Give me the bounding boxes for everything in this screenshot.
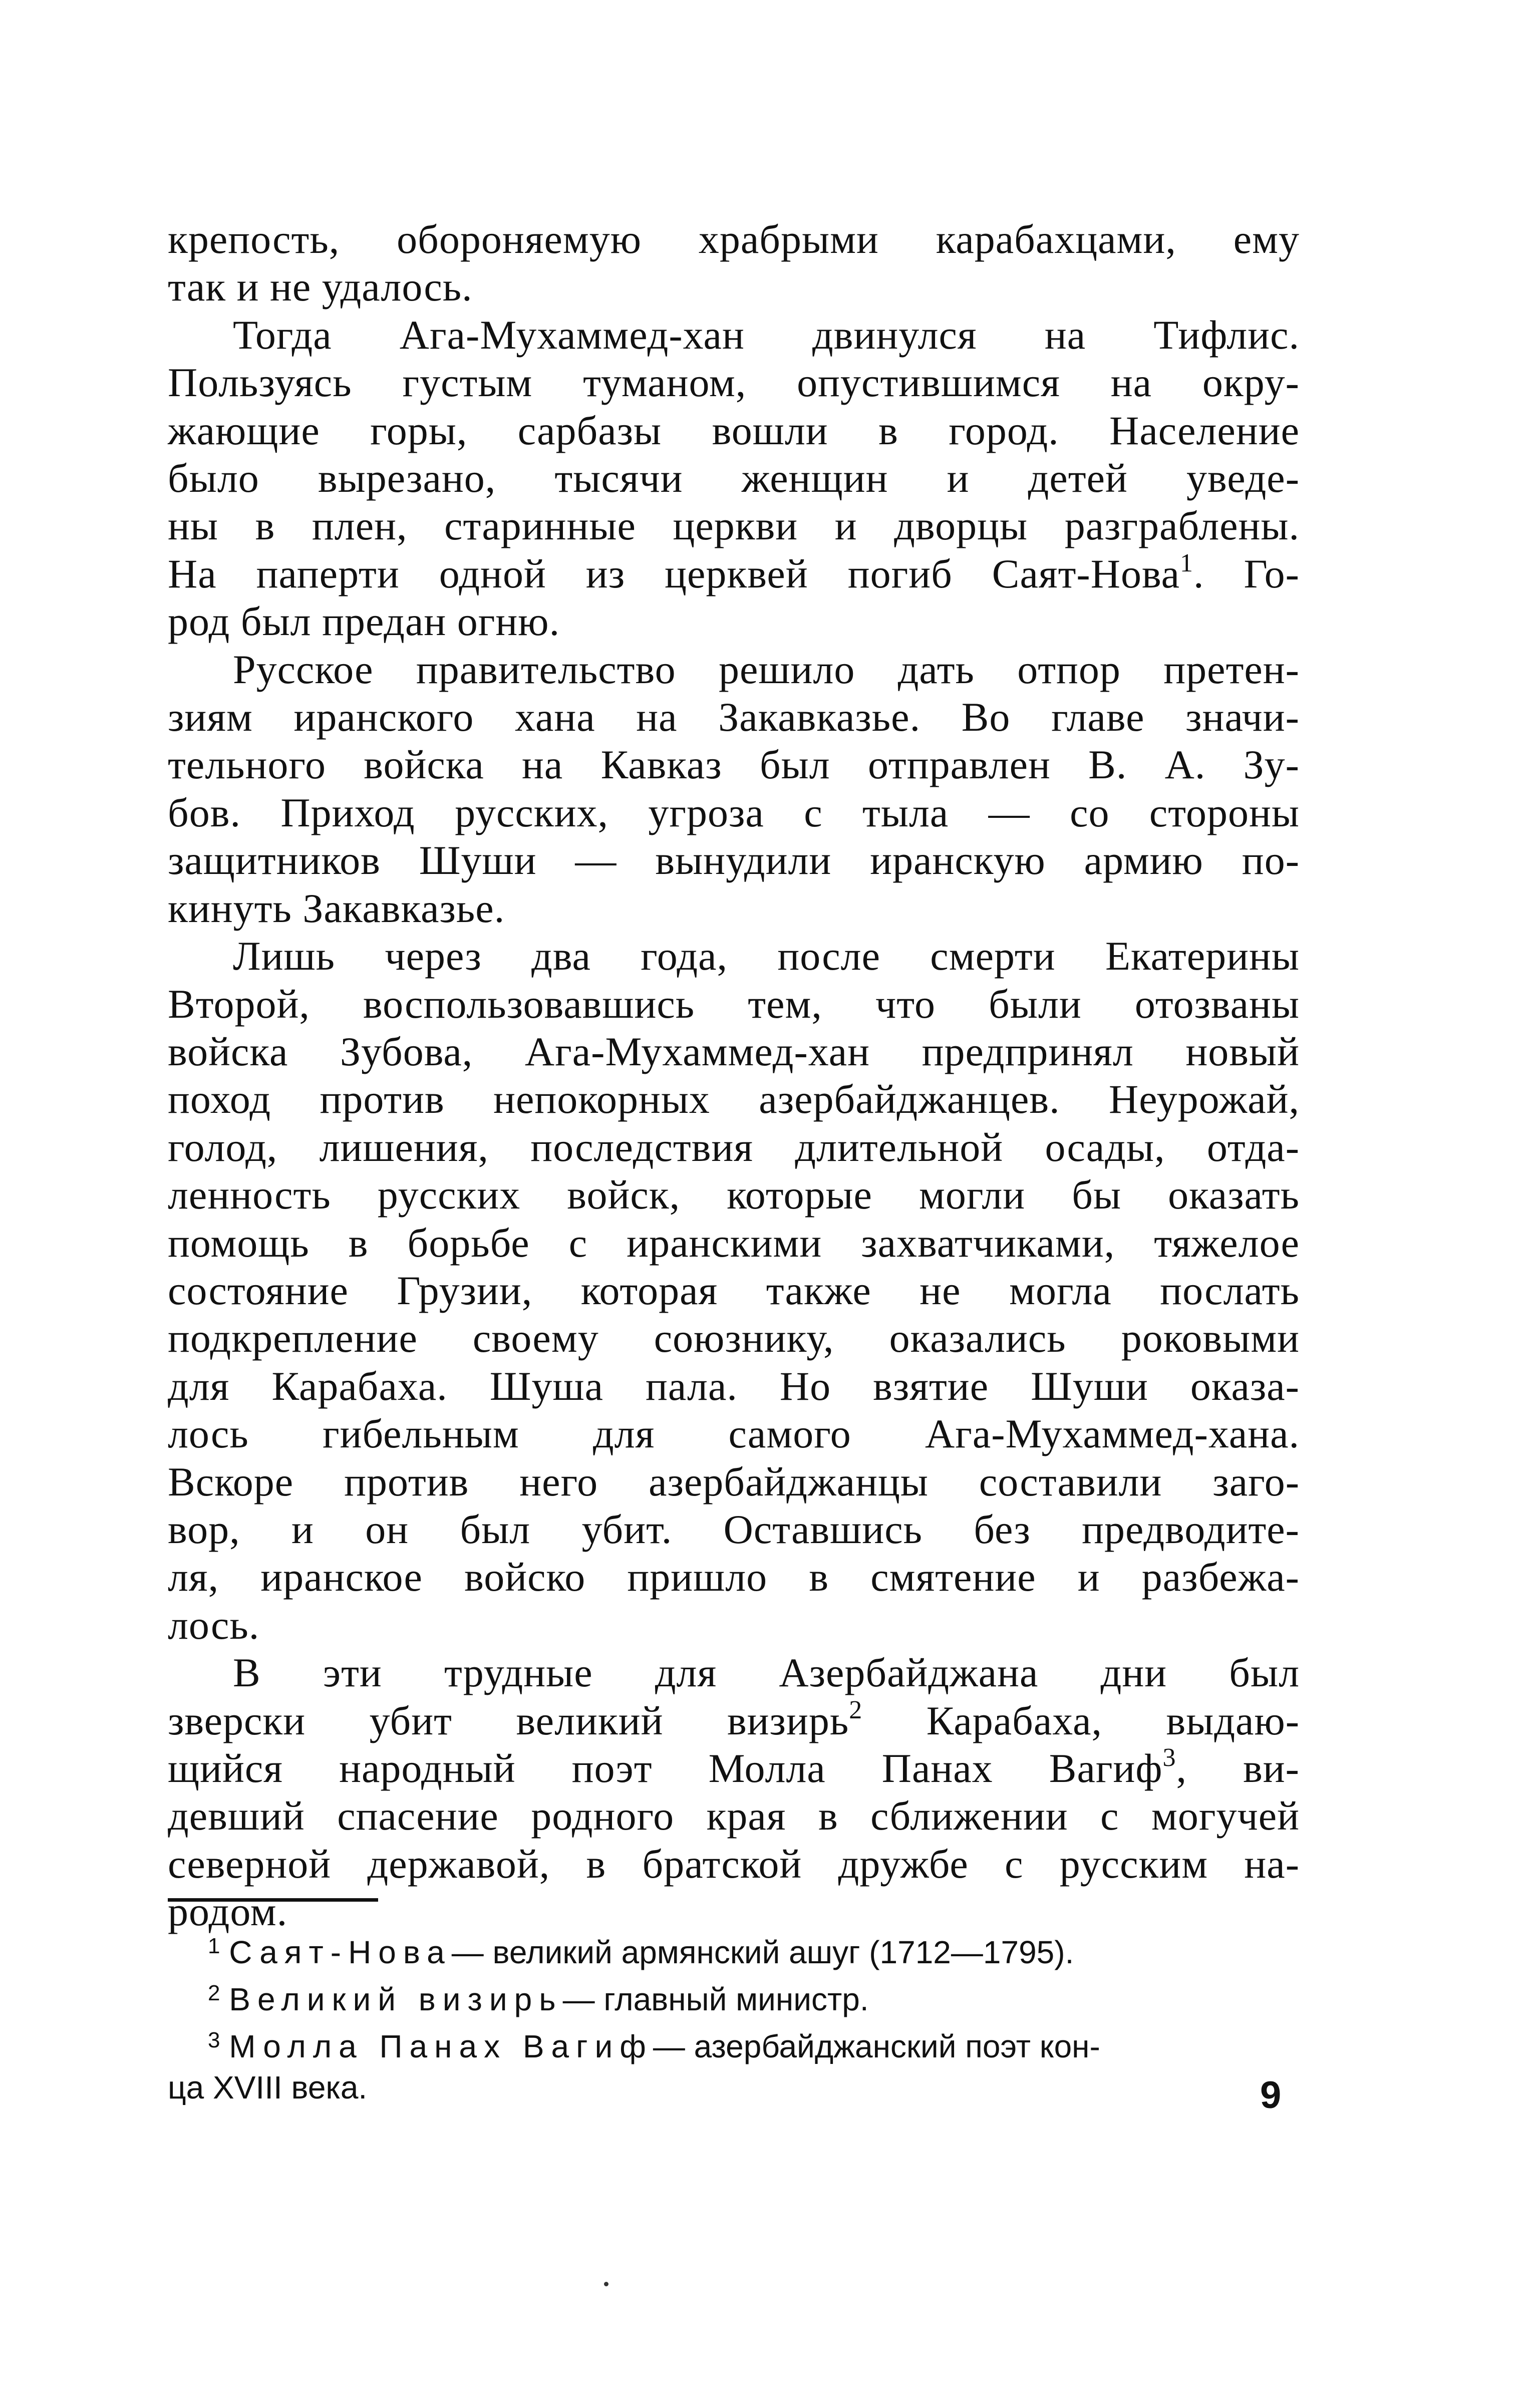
text-line: кинуть Закавказье.	[168, 885, 505, 931]
text-line: жающие горы, сарбазы вошли в город. Население	[168, 407, 1300, 453]
text-line-with-footnote	[168, 1697, 1300, 1744]
text-line-with-footnote	[168, 550, 1300, 597]
main-text	[168, 215, 1300, 1936]
text-line: Вскоре против него азербайджанцы составили заго-	[168, 1458, 1300, 1505]
text-line-part: зверски убит великий визирь	[168, 1697, 849, 1743]
footnote-number: 1	[208, 1934, 220, 1958]
text-line-part: Карабаха, выдаю-	[862, 1697, 1300, 1743]
text-line-with-footnote	[168, 1744, 1300, 1792]
text-line: ля, иранское войско пришло в смятение и разбежа-	[168, 1554, 1300, 1600]
text-line: лось гибельным для самого Ага-Мухаммед-хана.	[168, 1411, 1300, 1457]
text-line-part: щийся народный поэт Молла Панах Вагиф	[168, 1745, 1163, 1791]
footnote-3-continuation: ца XVIII века.	[168, 2069, 368, 2106]
footnote-text: — главный министр.	[562, 1981, 869, 2017]
footnote-ref-1: 1	[1180, 548, 1193, 577]
text-line: было вырезано, тысячи женщин и детей уведе-	[168, 455, 1300, 501]
text-line: Пользуясь густым туманом, опустившимся на окру-	[168, 360, 1300, 406]
text-line: состояние Грузии, которая также не могла послать	[168, 1267, 1300, 1313]
footnote-text: — великий армянский ашуг (1712—1795).	[451, 1934, 1074, 1970]
footnote-number: 2	[208, 1981, 220, 2005]
text-line: северной державой, в братской дружбе с русским на-	[168, 1841, 1300, 1887]
paragraph-1	[168, 215, 1300, 311]
page-number: 9	[1260, 2074, 1282, 2117]
text-line: Лишь через два года, после смерти Екатерины	[233, 933, 1300, 979]
text-line: Тогда Ага-Мухаммед-хан двинулся на Тифлис.	[233, 312, 1300, 358]
footnote-1	[168, 1926, 1300, 1973]
paragraph-5	[168, 1649, 1300, 1935]
footnote-3	[168, 2020, 1300, 2067]
text-line: бов. Приход русских, угроза с тыла — со стороны	[168, 789, 1300, 835]
footnote-number: 3	[208, 2028, 220, 2052]
text-line: Второй, воспользовавшись тем, что были отозваны	[168, 981, 1300, 1027]
text-line: поход против непокорных азербайджанцев. Неурожай,	[168, 1076, 1300, 1122]
footnote-ref-3: 3	[1162, 1743, 1176, 1772]
text-line: так и не удалось.	[168, 264, 473, 310]
text-line: помощь в борьбе с иранскими захватчиками, тяжелое	[168, 1220, 1300, 1266]
text-line: родом.	[168, 1889, 288, 1935]
paragraph-4	[168, 932, 1300, 1649]
footnote-text: — азербайджанский поэт кон-	[653, 2028, 1100, 2064]
footnote-term: Великий визирь	[229, 1981, 563, 2017]
text-line: голод, лишения, последствия длительной осады, отда-	[168, 1124, 1300, 1170]
text-line: защитников Шуши — вынудили иранскую армию по-	[168, 837, 1300, 883]
text-line: лось.	[168, 1602, 260, 1648]
footnote-2	[168, 1973, 1300, 2020]
paragraph-2	[168, 311, 1300, 646]
text-line: ленность русских войск, которые могли бы оказать	[168, 1172, 1300, 1218]
footnote-ref-2: 2	[849, 1695, 863, 1724]
footnote-term: Саят-Нова	[229, 1934, 452, 1970]
text-line-part: . Го-	[1193, 550, 1300, 596]
text-line: подкрепление своему союзнику, оказались роковыми	[168, 1315, 1300, 1361]
text-line: для Карабаха. Шуша пала. Но взятие Шуши оказа-	[168, 1363, 1300, 1409]
text-line: зиям иранского хана на Закавказье. Во главе значи-	[168, 694, 1300, 740]
text-line: девший спасение родного края в сближении с могучей	[168, 1793, 1300, 1839]
text-line: Русское правительство решило дать отпор претен-	[233, 646, 1300, 692]
text-line: род был предан огню.	[168, 598, 560, 645]
text-line: тельного войска на Кавказ был отправлен В. А. Зу-	[168, 742, 1300, 788]
text-line: ны в плен, старинные церкви и дворцы разграблены.	[168, 503, 1300, 549]
footnotes	[168, 1926, 1300, 2108]
text-line: крепость, обороняемую храбрыми карабахцами, ему	[168, 216, 1300, 262]
footnote-divider	[168, 1898, 378, 1902]
text-line: В эти трудные для Азербайджана дни был	[233, 1650, 1300, 1696]
text-line-part: , ви-	[1176, 1745, 1300, 1791]
text-line: войска Зубова, Ага-Мухаммед-хан предпринял новый	[168, 1028, 1300, 1074]
text-line-part: На паперти одной из церквей погиб Саят-Нова	[168, 550, 1180, 596]
footnote-term: Молла Панах Вагиф	[229, 2028, 653, 2064]
print-speck	[604, 2282, 608, 2286]
paragraph-3	[168, 646, 1300, 932]
text-line: вор, и он был убит. Оставшись без предводите-	[168, 1506, 1300, 1552]
